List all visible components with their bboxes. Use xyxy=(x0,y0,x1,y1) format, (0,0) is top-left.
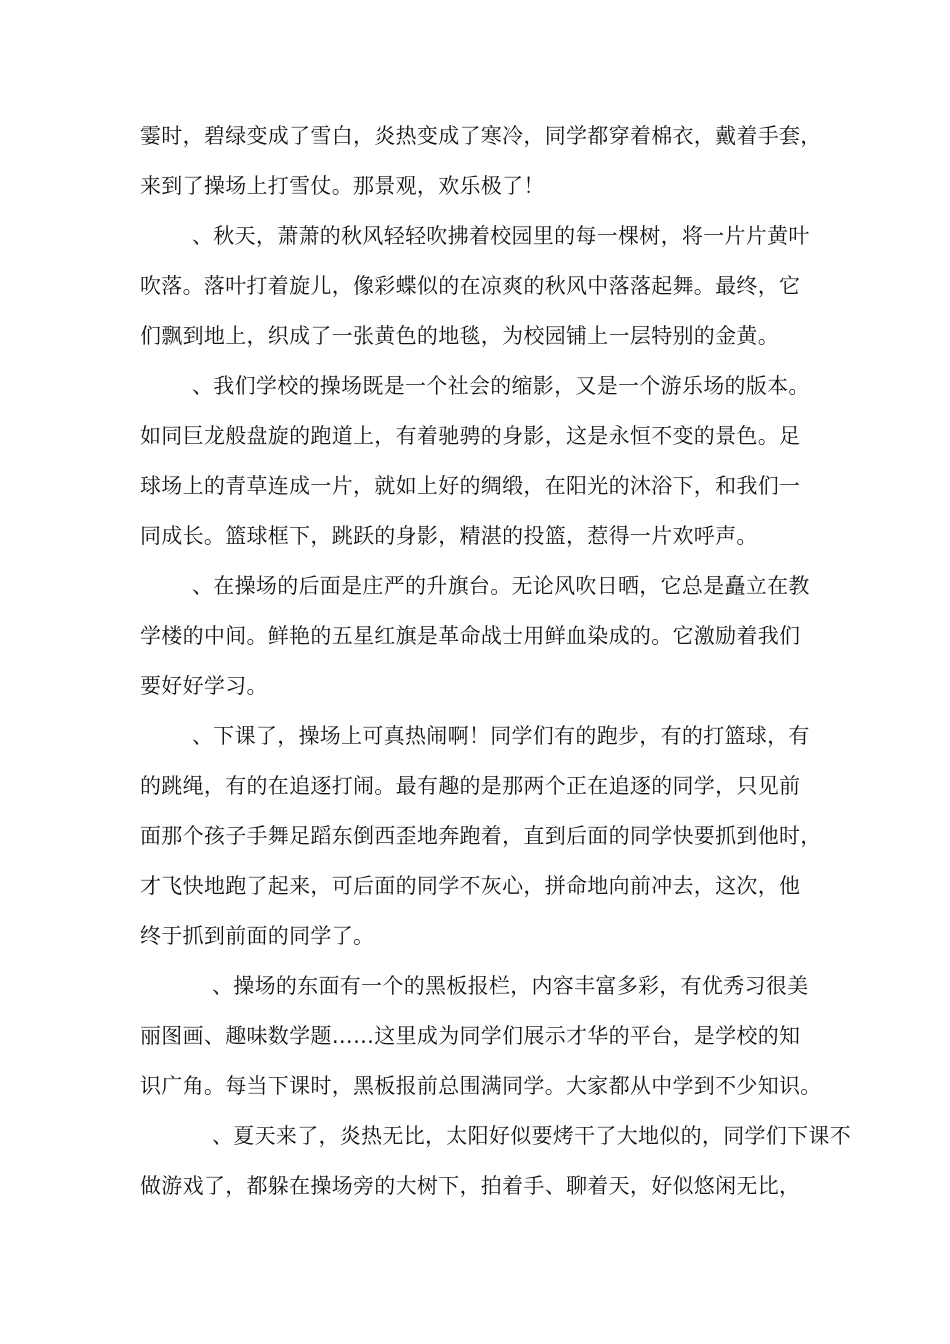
paragraph-start-line: 、操场的东面有一个的黑板报栏，内容丰富多彩，有优秀习很美 xyxy=(212,974,809,998)
text-line: 才飞快地跑了起来，可后面的同学不灰心，拼命地向前冲去，这次，他 xyxy=(140,874,801,898)
text-line: 学楼的中间。鲜艳的五星红旗是革命战士用鲜血染成的。它激励着我们 xyxy=(140,624,801,648)
paragraph-start-line: 、夏天来了，炎热无比，太阳好似要烤干了大地似的，同学们下课不 xyxy=(212,1124,851,1148)
text-line: 的跳绳，有的在追逐打闹。最有趣的是那两个正在追逐的同学，只见前 xyxy=(140,774,801,798)
text-line: 面那个孩子手舞足蹈东倒西歪地奔跑着，直到后面的同学快要抓到他时， xyxy=(140,824,822,848)
text-line: 要好好学习。 xyxy=(140,674,268,698)
text-line: 终于抓到前面的同学了。 xyxy=(140,924,375,948)
text-line: 做游戏了，都躲在操场旁的大树下，拍着手、聊着天，好似悠闲无比， xyxy=(140,1174,801,1198)
text-line: 们飘到地上，织成了一张黄色的地毯，为校园铺上一层特别的金黄。 xyxy=(140,324,779,348)
paragraph-start-line: 、我们学校的操场既是一个社会的缩影，又是一个游乐场的版本。 xyxy=(192,374,810,398)
text-line: 霎时，碧绿变成了雪白，炎热变成了寒冷，同学都穿着棉衣，戴着手套， xyxy=(140,124,822,148)
paragraph-start-line: 、下课了，操场上可真热闹啊！同学们有的跑步，有的打篮球，有 xyxy=(192,724,810,748)
text-line: 吹落。落叶打着旋儿，像彩蝶似的在凉爽的秋风中落落起舞。最终，它 xyxy=(140,274,801,298)
text-line: 同成长。篮球框下，跳跃的身影，精湛的投篮，惹得一片欢呼声。 xyxy=(140,524,758,548)
paragraph-start-line: 、在操场的后面是庄严的升旗台。无论风吹日晒，它总是矗立在教 xyxy=(192,574,810,598)
paragraph-start-line: 、秋天，萧萧的秋风轻轻吹拂着校园里的每一棵树，将一片片黄叶 xyxy=(192,224,810,248)
text-line: 识广角。每当下课时，黑板报前总围满同学。大家都从中学到不少知识。 xyxy=(140,1074,822,1098)
text-line: 如同巨龙般盘旋的跑道上，有着驰骋的身影，这是永恒不变的景色。足 xyxy=(140,424,801,448)
text-line: 来到了操场上打雪仗。那景观，欢乐极了！ xyxy=(140,174,545,198)
text-line: 球场上的青草连成一片，就如上好的绸缎，在阳光的沐浴下，和我们一 xyxy=(140,474,801,498)
text-line: 丽图画、趣味数学题……这里成为同学们展示才华的平台，是学校的知 xyxy=(140,1024,801,1048)
